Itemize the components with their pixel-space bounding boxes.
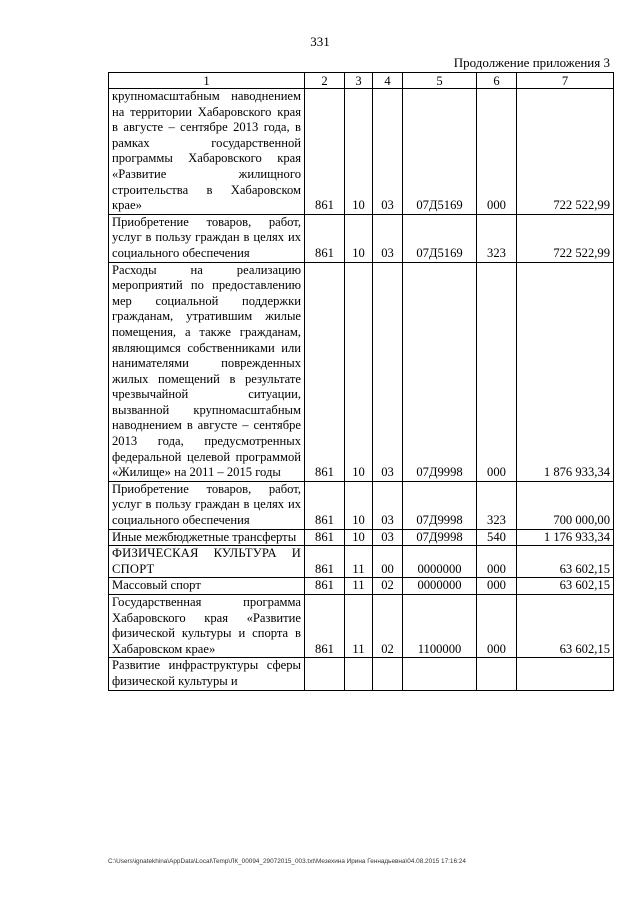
row-description: Развитие инфраструктуры сферы физической культуры и — [109, 658, 305, 690]
row-subsection: 02 — [373, 578, 403, 595]
row-subsection: 03 — [373, 214, 403, 262]
table-row — [109, 595, 614, 658]
row-description: Иные межбюджетные трансферты — [109, 529, 305, 546]
row-expense-type: 000 — [477, 262, 517, 481]
row-section: 11 — [345, 595, 373, 658]
row-ministry-code: 861 — [305, 89, 345, 215]
row-expense-type — [477, 658, 517, 690]
row-subsection: 03 — [373, 481, 403, 529]
row-ministry-code: 861 — [305, 481, 345, 529]
row-subsection: 03 — [373, 529, 403, 546]
row-description: крупномасштабным наводнением на территории Хабаровского края в августе – сентябре 2013 года, в рамках государственной программы Хабаровского края «Развитие жилищного строительства в Хабаровском крае» — [109, 89, 305, 215]
row-subsection — [373, 658, 403, 690]
row-description: Расходы на реализацию мероприятий по предоставлению мер социальной поддержки гражданам, утратившим жилые помещения, а также гражданам, являющимся собственниками или нанимателями поврежденных жилых помещений в результате чрезвычайной ситуации, вызванной крупномасштабным наводнением в августе – сентябре 2013 года, предусмотренных федеральной целевой программой «Жилище» на 2011 – 2015 годы — [109, 262, 305, 481]
table-row — [109, 658, 614, 690]
row-target-item: 07Д9998 — [403, 481, 477, 529]
row-subsection: 03 — [373, 89, 403, 215]
header-col-4: 4 — [373, 73, 403, 89]
page-number: 331 — [310, 34, 330, 49]
row-expense-type: 000 — [477, 578, 517, 595]
row-amount: 1 876 933,34 — [517, 262, 614, 481]
row-ministry-code: 861 — [305, 529, 345, 546]
row-amount: 63 602,15 — [517, 578, 614, 595]
row-subsection: 02 — [373, 595, 403, 658]
row-amount: 1 176 933,34 — [517, 529, 614, 546]
row-expense-type: 323 — [477, 214, 517, 262]
row-section: 10 — [345, 262, 373, 481]
row-target-item: 07Д5169 — [403, 214, 477, 262]
budget-table — [108, 72, 614, 691]
row-description: Государственная программа Хабаровского края «Развитие физической культуры и спорта в Хабаровском крае» — [109, 595, 305, 658]
row-expense-type: 323 — [477, 481, 517, 529]
row-target-item: 1100000 — [403, 595, 477, 658]
row-expense-type: 540 — [477, 529, 517, 546]
row-target-item: 07Д9998 — [403, 529, 477, 546]
header-col-1: 1 — [109, 73, 305, 89]
row-section: 10 — [345, 481, 373, 529]
row-section — [345, 658, 373, 690]
row-ministry-code: 861 — [305, 546, 345, 578]
continuation-note: Продолжение приложения 3 — [453, 55, 610, 70]
row-target-item: 0000000 — [403, 546, 477, 578]
table-row — [109, 578, 614, 595]
row-amount: 63 602,15 — [517, 546, 614, 578]
row-amount: 722 522,99 — [517, 89, 614, 215]
row-description: Приобретение товаров, работ, услуг в пользу граждан в целях их социального обеспечения — [109, 214, 305, 262]
header-col-2: 2 — [305, 73, 345, 89]
row-section: 10 — [345, 529, 373, 546]
row-subsection: 03 — [373, 262, 403, 481]
file-path-footer: C:\Users\ignatekhina\AppData\Local\Temp\ЛК_00094_29072015_003.txt\Мезехина Ирина Геннадьевна\04.08.2015 17:16:24 — [108, 858, 466, 865]
row-section: 10 — [345, 89, 373, 215]
row-description: Приобретение товаров, работ, услуг в пользу граждан в целях их социального обеспечения — [109, 481, 305, 529]
row-ministry-code: 861 — [305, 578, 345, 595]
row-expense-type: 000 — [477, 595, 517, 658]
row-section: 11 — [345, 578, 373, 595]
table-row — [109, 546, 614, 578]
row-amount: 722 522,99 — [517, 214, 614, 262]
row-ministry-code — [305, 658, 345, 690]
table-row — [109, 529, 614, 546]
row-ministry-code: 861 — [305, 214, 345, 262]
row-section: 11 — [345, 546, 373, 578]
header-col-6: 6 — [477, 73, 517, 89]
header-col-7: 7 — [517, 73, 614, 89]
row-amount: 700 000,00 — [517, 481, 614, 529]
row-target-item: 07Д9998 — [403, 262, 477, 481]
table-row — [109, 214, 614, 262]
row-target-item: 0000000 — [403, 578, 477, 595]
row-amount — [517, 658, 614, 690]
header-col-3: 3 — [345, 73, 373, 89]
header-col-5: 5 — [403, 73, 477, 89]
row-target-item — [403, 658, 477, 690]
table-header-row — [109, 73, 614, 89]
row-description: ФИЗИЧЕСКАЯ КУЛЬТУРА И СПОРТ — [109, 546, 305, 578]
row-expense-type: 000 — [477, 546, 517, 578]
row-subsection: 00 — [373, 546, 403, 578]
row-ministry-code: 861 — [305, 595, 345, 658]
table-row — [109, 89, 614, 215]
table-row — [109, 481, 614, 529]
row-target-item: 07Д5169 — [403, 89, 477, 215]
row-amount: 63 602,15 — [517, 595, 614, 658]
row-expense-type: 000 — [477, 89, 517, 215]
table-row — [109, 262, 614, 481]
row-section: 10 — [345, 214, 373, 262]
row-description: Массовый спорт — [109, 578, 305, 595]
row-ministry-code: 861 — [305, 262, 345, 481]
